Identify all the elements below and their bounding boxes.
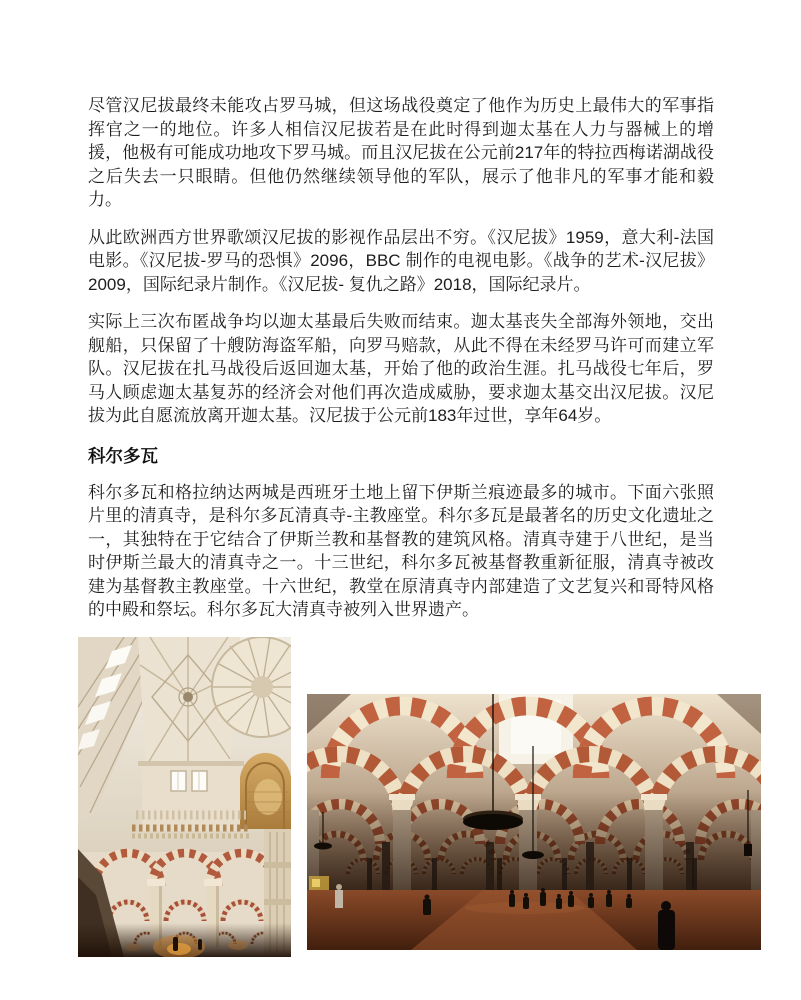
paragraph-punic-wars: 实际上三次布匿战争均以迦太基最后失败而结束。迦太基丧失全部海外领地，交出舰船，只保留了十艘防海盗军船，向罗马赔款，从此不得在未经罗马许可而建立军队。汉尼拔在扎马战役后返回迦太基，开始了他的政治生涯。扎马战役七年后，罗马人顾虑迦太基复苏的经济会对他们再次造成威胁，要求迦太基交出汉尼拔。汉尼拔为此自愿流放离开迦太基。汉尼拔于公元前183年过世，享年64岁。 [88,312,714,425]
section-heading-cordoba: 科尔多瓦 [88,445,158,466]
floor [307,890,761,950]
mezquita-hypostyle-hall-photo [307,694,761,950]
paragraph-cordoba-intro: 科尔多瓦和格拉纳达两城是西班牙土地上留下伊斯兰痕迹最多的城市。下面六张照片里的清真寺，是科尔多瓦清真寺-主教座堂。科尔多瓦是最著名的历史文化遗址之一，其独特在于它结合了伊斯兰教和基督教的建筑风格。清真寺建于八世纪，是当时伊斯兰最大的清真寺之一。十三世纪，科尔多瓦被基督教重新征服，清真寺被改建为基督教主教座堂。十六世纪，教堂在原清真寺内部建造了文艺复兴和哥特风格的中殿和祭坛。科尔多瓦大清真寺被列入世界遗产。 [88,482,714,619]
golden-chapel-arch [240,753,291,829]
cordoba-cathedral-vault-photo [78,637,291,957]
paragraph-hannibal-legacy: 尽管汉尼拔最终未能攻占罗马城，但这场战役奠定了他作为历史上最伟大的军事指挥官之一的地位。许多人相信汉尼拔若是在此时得到迦太基在人力与器械上的增援，他极有可能成功地攻下罗马城。而且汉尼拔在公元前217年的特拉西梅诺湖战役之后失去一只眼睛。但他仍然继续领导他的军队，展示了他非凡的军事才能和毅力。 [88,96,714,209]
article-text-column [88,94,714,636]
clerestory-windows [132,761,252,836]
paragraph-hannibal-films: 从此欧洲西方世界歌颂汉尼拔的影视作品层出不穷。《汉尼拔》1959，意大利-法国电影。《汉尼拔-罗马的恐惧》2096，BBC 制作的电视电影。《战争的艺术-汉尼拔》2009，国际纪录片制作。《汉尼拔- 复仇之路》2018，国际纪录片。 [88,227,714,294]
